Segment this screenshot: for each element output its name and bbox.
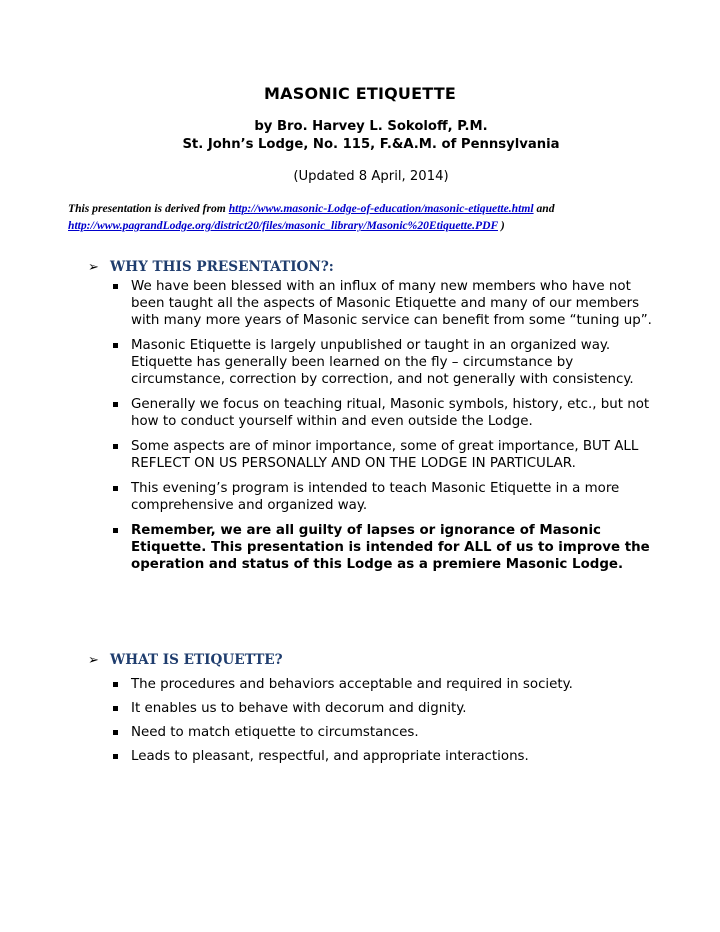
list-item-text: Some aspects are of minor importance, some of great importance, BUT ALL REFLECT ON US PERSONALLY AND ON THE LODGE IN PARTICULAR. xyxy=(131,439,639,471)
square-bullet-icon xyxy=(113,528,118,533)
bullet-list xyxy=(88,278,688,573)
list-item xyxy=(88,700,661,717)
square-bullet-icon xyxy=(113,682,118,687)
square-bullet-icon xyxy=(113,343,118,348)
list-item xyxy=(88,724,661,741)
section-heading xyxy=(88,257,688,277)
list-item-text: We have been blessed with an influx of many new members who have not been taught all the aspects of Masonic Etiquette and many of our members with many more years of Masonic service can benefit from some “tuning up”. xyxy=(131,279,652,328)
list-item-text: The procedures and behaviors acceptable and required in society. xyxy=(131,677,573,692)
list-item xyxy=(88,676,661,693)
list-item xyxy=(88,337,661,388)
list-item-text: It enables us to behave with decorum and dignity. xyxy=(131,701,467,716)
list-item xyxy=(88,278,661,329)
list-item-text: Need to match etiquette to circumstances. xyxy=(131,725,419,740)
square-bullet-icon xyxy=(113,284,118,289)
arrow-bullet-icon: ➢ xyxy=(88,652,99,668)
source-note xyxy=(68,200,708,234)
section-why-this-presentation xyxy=(88,257,688,573)
list-item xyxy=(88,480,661,514)
square-bullet-icon xyxy=(113,754,118,759)
list-item-text: Remember, we are all guilty of lapses or ignorance of Masonic Etiquette. This presentation is intended for ALL of us to improve the operation and status of this Lodge as a premiere Masonic Lodge. xyxy=(131,523,650,572)
source-link-1[interactable]: http://www.masonic-Lodge-of-education/masonic-etiquette.html xyxy=(228,202,534,215)
document-title: MASONIC ETIQUETTE xyxy=(264,84,456,103)
updated-date: (Updated 8 April, 2014) xyxy=(293,169,449,184)
square-bullet-icon xyxy=(113,486,118,491)
author-line: by Bro. Harvey L. Sokoloff, P.M. xyxy=(254,119,488,134)
list-item xyxy=(88,748,661,765)
list-item xyxy=(88,396,661,430)
byline xyxy=(0,118,720,154)
list-item-text: Leads to pleasant, respectful, and appropriate interactions. xyxy=(131,749,529,764)
list-item-text: Masonic Etiquette is largely unpublished or taught in an organized way. Etiquette has generally been learned on the fly – circumstance by circumstance, correction by correction, and not generally with consistency. xyxy=(131,338,634,387)
list-item xyxy=(88,438,661,472)
square-bullet-icon xyxy=(113,444,118,449)
square-bullet-icon xyxy=(113,402,118,407)
source-link-2[interactable]: http://www.pagrandLodge.org/district20/files/masonic_library/Masonic%20Etiquette.PDF xyxy=(68,219,498,232)
section-heading-text: WHAT IS ETIQUETTE? xyxy=(110,652,283,668)
source-middle: and xyxy=(533,202,555,215)
square-bullet-icon xyxy=(113,706,118,711)
section-heading-text: WHY THIS PRESENTATION?: xyxy=(110,259,334,275)
bullet-list xyxy=(88,676,688,765)
source-suffix: ) xyxy=(497,219,505,232)
list-item-text: This evening’s program is intended to teach Masonic Etiquette in a more comprehensive and organized way. xyxy=(131,481,620,513)
arrow-bullet-icon: ➢ xyxy=(88,259,99,275)
lodge-line: St. John’s Lodge, No. 115, F.&A.M. of Pennsylvania xyxy=(182,137,560,152)
section-what-is-etiquette xyxy=(88,650,688,765)
list-item-text: Generally we focus on teaching ritual, Masonic symbols, history, etc., but not how to conduct yourself within and even outside the Lodge. xyxy=(131,397,650,429)
section-heading xyxy=(88,650,688,670)
square-bullet-icon xyxy=(113,730,118,735)
source-prefix: This presentation is derived from xyxy=(68,202,229,215)
list-item xyxy=(88,522,661,573)
